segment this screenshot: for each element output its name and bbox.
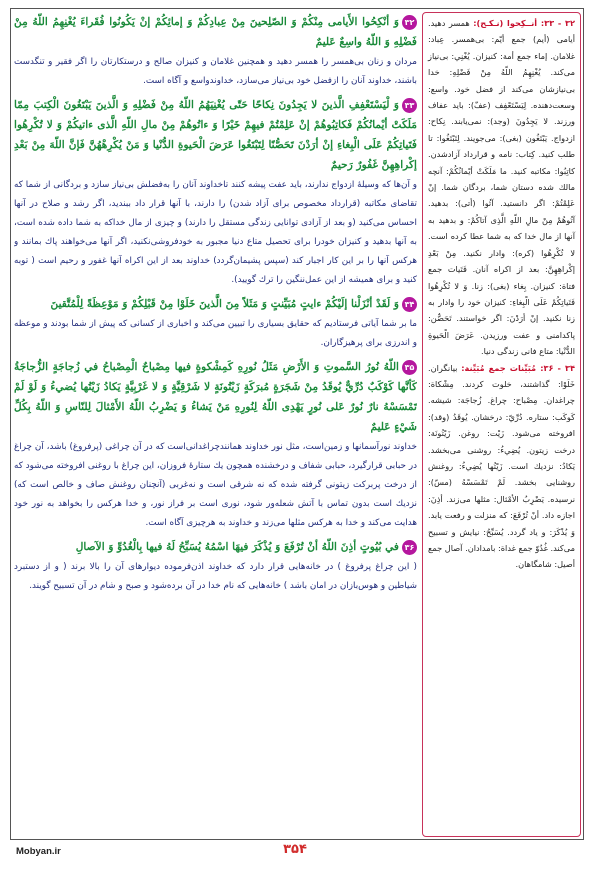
verse-number-badge: ۳۶: [402, 540, 417, 555]
sidebar-vocab-text-2: بيانگران. خَلَوْا: گذاشتند، خلوت كردند. مِشْكاة: چراغدان. مِصْباح: چراغ. زُجاجَة: شيشه. كَوكَب: ستاره. دُرِّيّ: درخشان. يُوقَدُ (وقد): افروخته مى‌شود. زَيْت: روغن. زَيْتُونَة: درخت زيتون. يُضِيءُ: روشنى مى‌بخشد. يَكادُ: نزديك است. زَيْتُها يُضِيءُ: روغنش روشنايى بخشد. لَمْ تَمْسَسْهُ (مسّ): نرسيده. يَضْرِبُ الأمْثال: مثلها مى‌زند. أذِنَ: اجازه داد. أنْ تُرْفَعَ: كه منزلت و رفعت يابد. وَ يُذْكَرَ: و ياد گردد. يُسَبِّحُ: نيايش و تسبيح مى‌كند. غُدُوّ جمع غداة: بامدادان. آصال جمع أصيل: شامگاهان.: [428, 362, 575, 570]
verse-block-33: [14, 95, 417, 290]
sidebar-header-2: ۳۴ - ۳۶: مُبَيِّنات جمع مُبَيِّنة:: [461, 362, 575, 373]
site-watermark[interactable]: Mobyan.ir: [16, 846, 61, 857]
verse-arabic: اللّهُ نُورُ السَّموتِ وَ الأَرْضِ مَثَلُ نُورِهِ كَمِشْكوةٍ فيها مِصْباحٌ الْمِصْباحُ في زُجاجَةٍ الزُّجاجَةُ كَأنَّها كَوْكَبٌ دُرِّيٌّ يُوقَدُ مِنْ شَجَرَةٍ مُبرَكَةٍ زَيْتُونَةٍ لا شَرْقِيَّةٍ وَ لا غَرْبِيَّةٍ يَكادُ زَيْتُها يُضيءُ وَ لَوْ لَمْ تَمْسَسْهُ نارٌ نُورٌ عَلى نُورٍ يَهْدِى اللّهُ لِنُورِهِ مَنْ يَشاءُ وَ يَضْرِبُ اللّهُ الأَمْثالَ لِلنّاسِ وَ اللّهُ بِكُلِّ شَيْءٍ عَليمٌ: [14, 361, 417, 433]
vocabulary-sidebar: [422, 12, 581, 837]
sidebar-vocab-text: همسر دهيد. أيامى (أيم) جمع أيّم: بى‌همسر. عِباد: غلامان. إماء جمع أمة: كنيزان. يُغْنِي: بى‌نياز مى‌كند. يُغْنِهِمُ اللّهُ مِنْ فَضْلِهِ: خدا بى‌نيازشان مى‌كند از فضل خود. واسع: وسعت‌دهنده. لِيَسْتَعْفِف (عفّ): بايد عفاف ورزند. لا يَجِدُونَ (وجد): نمى‌يابند. نِكاح: ازدواج. يَبْتَغُون (بغى): مى‌جويند. لِتَبْتَغُوا: تا طلب كنيد. كِتاب: نامه و قرارداد آزادشدن. كاتِبُوا: مكاتبه كنيد. ما مَلَكَتْ أيْمانُكُمْ: آنچه مالك شده دستان شما، بردگان شما. إنْ عَلِمْتُمْ: اگر دانستيد. آتُوا (أتى): بدهيد. آتُوهُمْ مِنْ مالِ اللّهِ الَّذِى آتاكُمْ: و بدهيد به آنها از مال خدا كه به شما عطا كرده است. لا تُكْرِهُوا (كره): وادار نكنيد. مِنْ بَعْدِ إكْراهِهِنَّ: بعد از اكراه آنان. فَتَيات جمع فتاة: كنيزان. بِغاء (بغى): زنا. وَ لا تُكْرِهُوا فَتَياتِكُمْ عَلَى الْبِغاءِ: كنيزان خود را وادار به زنا نكنيد. إنْ أرَدْنَ: اگر خواستند. تَحَصُّن: پاكدامنى و عفت ورزيدن. عَرَضَ الْحَيوةِ الدُّنْيا: متاع فانى زندگى دنيا.: [428, 18, 575, 357]
main-column: [14, 12, 417, 832]
verse-arabic: وَ لَقَدْ أنْزَلْنا إلَيْكُمْ ءايتٍ مُبَيِّنتٍ وَ مَثَلاً مِنَ الَّذينَ خَلَوْا مِنْ قَبْلِكُمْ وَ مَوْعِظَةً لِلْمُتَّقينَ: [50, 298, 399, 310]
verse-number-badge: ۳۴: [402, 297, 417, 312]
verse-block-36: [14, 537, 417, 596]
verse-translation: مردان و زنان بى‌همسر را همسر دهيد و همچنين غلامان و كنيزان صالح و درستكارتان را اگر فقير و تنگدست باشند، خداوند آنان را ازفضل خود بى‌نياز مى‌سازد، خداوندواسع و آگاه است.: [14, 57, 417, 86]
page-number: ۳۵۴: [283, 842, 307, 857]
verse-number-badge: ۳۵: [402, 360, 417, 375]
verse-translation: ( اين چراغ پرفروغ ) در خانه‌هايى قرار دارد كه خداوند اذن‌فرموده ديوارهاى آن را بالا برند ( و از دستبرد شياطين و هوس‌بازان در امان باشد ) خانه‌هايى كه نام خدا در آن برده‌شود و صبح و شام در آن تسبيح گويند.: [14, 562, 417, 591]
verse-arabic: وَ أنْكِحُوا الأَيامى مِنْكُمْ وَ الصّلِحينَ مِنْ عِبادِكُمْ وَ إمائِكُمْ إنْ يَكُونُوا فُقَراءَ يُغْنِهِمُ اللّهُ مِنْ فَضْلِهِ وَ اللّهُ واسِعٌ عَليمٌ: [14, 16, 417, 48]
sidebar-header: ۳۲ - ۳۳: أنــكِحوا (نـكـح):: [473, 18, 575, 28]
verse-translation: خداوند نورآسمانها و زمين‌است، مثل نور خداوند همانندچراغدانى‌است كه در آن چراغى (پرفروغ) باشد، آن چراغ در حبابى قرارگيرد، حبابى شفاف و درخشنده همچون يك ستارۀ فروزان، اين چراغ با روغنى افروخته مى‌شود كه از درخت پربركت زيتونى گرفته شده كه نه شرقى است و نه‌غربى (آنچنان روغنش صاف و خالص است كه) نزديك است بدون تماس با آتش شعله‌ور شود، نورى است بر فراز نور، و خدا هر‌كس را بخواهد به نور خود هدايت مى‌كند و خدا به هر‌كس مثلها مى‌زند و خداوند به هرچيزى آگاه است.: [14, 442, 417, 528]
verse-number-badge: ۳۳: [402, 98, 417, 113]
verse-arabic: وَ لْيَسْتَعْفِفِ الَّذينَ لا يَجِدُونَ نِكاحًا حَتّى يُغْنِيَهُمُ اللّهُ مِنْ فَضْلِهِ وَ الَّذينَ يَبْتَغُونَ الْكِتبَ مِمّا مَلَكَتْ أيْمانُكُمْ فَكاتِبُوهُمْ إنْ عَلِمْتُمْ فيهِمْ خَيْرًا وَ ءاتُوهُمْ مِنْ مالِ اللّهِ الَّذى ءاتيكُمْ وَ لا تُكْرِهُوا فَتَياتِكُمْ عَلَى الْبِغاءِ إنْ أرَدْنَ تَحَصُّنًا لِتَبْتَغُوا عَرَضَ الْحَيوةِ الدُّنْيا وَ مَنْ يُكْرِهْهُنَّ فَإنَّ اللّهَ مِنْ بَعْدِ إكْراهِهِنَّ غَفُورٌ رَحيمٌ: [14, 99, 417, 171]
verse-block-32: [14, 12, 417, 91]
verse-arabic: في بُيُوتٍ أذِنَ اللّهُ أنْ تُرْفَعَ وَ يُذْكَرَ فيهَا اسْمُهُ يُسَبِّحُ لَهُ فيها بِالْغُدُوِّ وَ الآصالِ: [75, 541, 399, 553]
verse-block-35: [14, 357, 417, 533]
verse-translation: و آن‌ها كه وسيلۀ ازدواج ندارند، بايد عفت پيشه كنند تاخداوند آنان را به‌فضلش بى‌نياز سازد و بردگانى از شما كه تقاضاى مكاتبه (قرارداد مخصوص براى آزاد شدن) را دارند، با آنها قرار داد ببنديد، اگر رشد و صلاح در آنها احساس مى‌كنيد (و بعد از آزادى توانايى زندگى مستقل را دارند) و چيزى از مال خداكه به شما داده شده است، به آنها بدهيد و كنيزان خودرا براى تحصيل متاع دنيا مجبور به خودفروشى‌نكنيد، اگر آنها مى‌خواهند پاك بمانند و هركس آنها را بر اين كار اجبار كند (سپس پشيمان‌گردد) خداوند بعد از اين اكراه آنها غفور و رحيم است ( توبه كنيد و براى هميشه از اين عمل‌ننگين را ترك گوييد).: [14, 180, 417, 285]
verse-number-badge: ۳۲: [402, 15, 417, 30]
verse-translation: ما بر شما آياتى فرستاديم كه حقايق بسيارى را تبيين مى‌كند و اخبارى از كسانى كه پيش از شما بودند و موعظه و اندرزى براى پرهيزگاران.: [14, 319, 417, 348]
verse-block-34: [14, 294, 417, 353]
